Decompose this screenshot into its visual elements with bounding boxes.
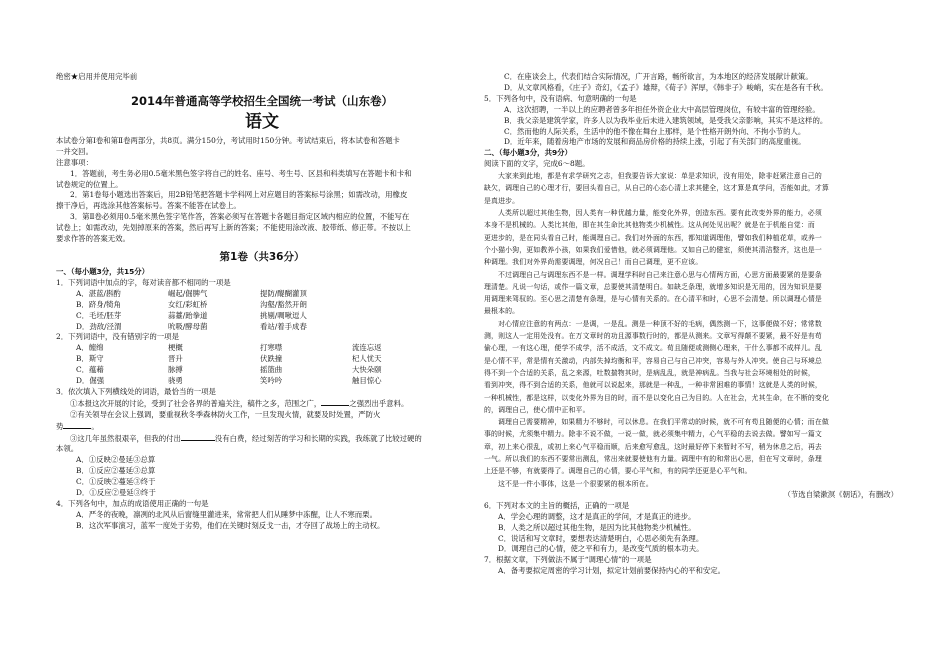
option-cell: 大快朵颐: [352, 365, 382, 375]
q3-option-a: A．①反映②曼延③总算: [76, 455, 156, 465]
notice-label: 注意事项：: [56, 157, 93, 167]
passage-line: 对心情应注意的有两点：一是调，一是乱。测是一种顶不好的毛病，偶然测一下，这事便做不好；常常数: [498, 319, 822, 328]
q4-option-a: A．严冬的夜晚，凛冽的北风从后窗缝里灌进来，常常把人们从睡梦中冻醒，让人不寒而栗。: [76, 509, 377, 519]
text: 没有白费，经过刻苦的学习和长期的实践，我练就了比较过硬的: [214, 433, 422, 443]
q6-option-d: D．调理自己的心情，使之平和有力，是改变气质的根本功夫。: [498, 544, 704, 554]
text: ①本报这次开展的讨论，受到了社会各界的普遍关注，稿件之多，范围之广，: [70, 398, 322, 408]
text: 。: [91, 421, 99, 431]
option-cell: D．倔强: [76, 376, 105, 386]
option-cell: 看站/着手成春: [260, 321, 307, 331]
option-cell: C．毛坯/胚芽: [76, 310, 122, 320]
q3-sentence-3b: 本领。: [56, 444, 79, 454]
q6-option-b: B．人类之所以超过其他生物，是因为比其他物类少机械性。: [498, 522, 696, 532]
text: 之强烈出乎意料。: [349, 398, 409, 408]
option-cell: 晋升: [168, 354, 183, 364]
option-cell: 崛起/倔脾气: [168, 288, 208, 298]
q2-option-c: [56, 365, 468, 376]
q3-stem: 3．依次填入下列横线处的词语，最恰当的一项是: [56, 386, 216, 396]
passage-line: 这不是一件小事体，这是一个很要紧的根本所在。: [498, 479, 653, 488]
reading-intro: 阅读下面的文字，完成6～8题。: [484, 159, 590, 169]
option-cell: 笑吟吟: [260, 376, 283, 386]
reading-passage: [484, 170, 898, 490]
q5-option-c: C．然而他的人际关系，生活中的他不像在舞台上那样，是个性格开朗外向、不拘小节的人。: [504, 126, 806, 136]
q3-option-b: B．①反应②蔓延③总算: [76, 466, 156, 476]
notice-line: 1．答题前，考生务必用0.5毫米黑色签字将自己的姓名、座号、考生号、区县和科类填写在答题卡和卡和: [70, 168, 412, 178]
answer-blank: [181, 433, 215, 441]
passage-line: 事的时候，尤须集中精力。除非不说不做，一说一做，就必须集中精力，心气平稳的去说去做。譬如写一篇文: [484, 430, 822, 439]
option-cell: 梗概: [168, 343, 183, 353]
text: 势: [56, 421, 64, 431]
option-cell: 伏跌撞: [260, 354, 283, 364]
q3-option-d: D．①反应②曼延③终于: [76, 488, 156, 498]
option-cell: 挑剔/啁啾逗人: [260, 310, 307, 320]
section-heading: 一、（每小题3分，共15分）: [56, 266, 150, 276]
passage-line: 理清楚。凡说一句话，或作一篇文章，总要使其清楚明白。如缺乏条理，就增多知识是无用的，因为知识是要: [484, 282, 822, 291]
exam-title: 2014年普通高等学校招生全国统一考试（山东卷）: [130, 93, 393, 108]
q1-option-d: [56, 322, 468, 333]
q5-option-d: D．近年来，随着房地产市场的发展和商品房价格的持续上涨，引起了有关部门的高度重视。: [504, 137, 806, 147]
option-cell: 沟壑/豁然开朗: [260, 299, 307, 309]
q3-sentence-3: [56, 433, 468, 445]
right-column: [484, 72, 898, 577]
text: ③这几年虽然很艰辛，但我的付出: [70, 433, 181, 443]
passage-line: 一种机械性，都是这样，以变化外界为目的时，而不是以变化自己为目的。人在社会，尤其生命，在不断的变化: [484, 393, 829, 402]
q1-option-c: [56, 311, 468, 322]
q4-option-c: C．在座谈会上，代表们结合实际情况，广开言路，畅所欲言，为本地区的经济发展献计献策。: [504, 72, 813, 81]
passage-line: 种调理。我们对外界尚需要调理，何况自己！而自己调理，更不应该。: [484, 258, 703, 267]
answer-blank: [321, 398, 349, 406]
option-cell: 提防/醍醐灌顶: [260, 288, 307, 298]
passage-line: 的，调理自己，使心情中正和平。: [484, 405, 590, 414]
q7-option-a: A．备考要拟定周密的学习计划，拟定计划前要保持内心的平和安定。: [498, 566, 726, 576]
notice-line: 试卷上；如需改动，先划掉原来的答案，然后再写上新的答案；不能使用涂改液、胶带纸、修正带。不按以上: [56, 223, 411, 233]
passage-line: 章，初上来心很乱，或初上来心气平稳而顺，后来愈写愈乱，这时最好停下来暂时不写，稍为休息之后，再去: [484, 442, 822, 451]
passage-line: 一气。所以我们的东西不要常出测乱，常出来就要使他有力量。调理中有的和常出心思，但在写文章时，条理: [484, 454, 822, 463]
answer-blank: [63, 421, 91, 429]
q6-option-c: C．说话和写文章时，要想表达清楚明白，心思必须先有条理。: [498, 533, 704, 543]
left-column: [56, 72, 468, 532]
passage-line: 偷心理，一有这心理，便学不成学，活不成活，文不成文。荀且随便或测侧心理来，干什么事都不成样儿。乱: [484, 344, 822, 353]
option-cell: 吮吸/酵母菌: [168, 321, 208, 331]
passage-line: 本身不是机械的。人类比其他，即在其生命比其他物类少机械性。这从何处见出呢？就是在于机能自觉：而: [484, 221, 815, 230]
q1-option-a: [56, 289, 468, 300]
q1-option-b: [56, 300, 468, 311]
option-cell: D．劲敌/泾渭: [76, 321, 122, 331]
option-cell: 流连忘返: [352, 343, 382, 353]
intro-line: 一并交回。: [56, 146, 93, 156]
option-cell: 触目惊心: [352, 376, 382, 386]
q2-stem: 2．下列词语中，没有错别字的一项是: [56, 332, 179, 342]
notice-line: 擦干净后，再选涂其他答案标号。答案不能答在试卷上。: [56, 201, 241, 211]
q4-option-b: B．这次军事演习，蓝军一度处于劣势，他们在关键时刻反戈一击，才夺回了战场上的主动权。: [76, 520, 385, 530]
intro-line: 本试卷分第Ⅰ卷和第Ⅱ卷两部分，共8页。满分150分，考试用时150分钟。考试结束后，将本试卷和答题卡: [56, 135, 400, 145]
option-cell: 女红/彩虹桥: [168, 299, 208, 309]
part1-heading: 第1卷（共36分）: [219, 250, 305, 263]
passage-line: 大家来到此地，都是有求学研究之志，但我要告诉大家说：单是求知识，没有用处，除非赶紧注意自己的: [498, 172, 822, 181]
notice-line: 试卷规定的位置上。: [56, 179, 123, 189]
passage-line: 人类所以超过其他生物，因人类有一种优越力量，能变化外界，创造东西。要有此改变外界的能力，必须: [498, 209, 822, 218]
option-cell: 骁勇: [168, 376, 183, 386]
q5-option-a: A．这次招聘，一半以上的应聘者曾多年担任外资企业大中高层管理岗位，有较丰富的管理经验。: [504, 104, 820, 114]
passage-line: 是心情不平，常是情有关激动，内部失掉均衡和平，容易自己与自己冲突，容易与外人冲突。使自己与环境总: [484, 356, 822, 365]
section-heading: 二、（每小题3分，共9分）: [484, 148, 572, 158]
passage-line: 不过调理自己与调理东西不是一样。调理学科时自己来注意心思与心情两方面，心思方面最要紧的是要条: [498, 270, 822, 279]
q3-sentence-2: ②有关领导在会议上强调，要重视秋冬季森林防火工作，一旦发现火情，就要及时处置，严防火: [70, 409, 381, 419]
passage-line: 看到冲突，得不到合适的关系，他就可以说起来，那就是一种乱，一种非常困难的事情！这就是人类的时候，: [484, 381, 822, 390]
passage-line: 最根本的。: [484, 307, 520, 316]
q5-option-b: B．我父亲是建筑学家，许多人以为我毕业后未进入建筑领域，是受我父亲影响，其实不是这样的。: [504, 115, 828, 125]
q3-option-c: C．①反映②蔓延③终于: [76, 477, 156, 487]
passage-line: 用调理来驾驭的。至心思之清楚有条理，是与心情有关系的。在心清平和时，心思不会清楚。所以调理心情是: [484, 295, 822, 304]
passage-line: 得不到一个合适的关系，乱之来源，吐数揣物其时，是病乱乱，就是神病乱。当我与社会环境相处的时候，: [484, 368, 815, 377]
passage-line: 缺欠，调理自己的心理才行，要回头看自己，从自己的心态心清上求其健全，这才算是真学问，否能如此，才算: [484, 184, 829, 193]
option-cell: 脉搏: [168, 365, 183, 375]
passage-source: （节选自梁漱溟《朝话》，有删改）: [783, 489, 898, 499]
passage-line: 测，则这人一定用处没有。在万文章时的功且源事数行时的，都是从测来。文章写得颠不要紧，最不好是有苟: [484, 332, 822, 341]
q3-sentence-2b: [56, 421, 468, 433]
q5-stem: 5．下列各句中，没有语病、句意明确的一句是: [484, 93, 637, 103]
q4-stem: 4．下列各句中，加点的成语使用正确的一句是: [56, 499, 209, 508]
q4-option-d: D．从文章风格看，《庄子》奇幻，《孟子》雄辩，《荀子》浑厚，《韩非子》峻峭，实在是各有千秋。: [504, 82, 828, 92]
q1-stem: 1．下列词语中加点的字，每对读音都不相同的一项是: [56, 277, 231, 287]
option-cell: 蒜薹/跆拳道: [168, 310, 208, 320]
passage-line: 更进步的，是在同头看自己时，能调理自己。我们对外面的东西，都知道调理他，譬如我们种植花草，或养一: [484, 233, 822, 242]
q2-option-b: [56, 354, 468, 365]
option-cell: 杞人忧天: [352, 354, 382, 364]
option-cell: B．斯守: [76, 354, 104, 364]
option-cell: C．蕴藉: [76, 365, 104, 375]
q6-option-a: A．学会心理的调整，这才是真正的学问，才是真正的进步。: [498, 511, 696, 521]
q6-stem: 6．下列对本文的主旨的概括，正确的一项是: [484, 500, 630, 510]
option-cell: 打寒噤: [260, 343, 283, 353]
q3-sentence-1: [56, 398, 468, 410]
passage-line: 是真进步。: [484, 196, 520, 205]
passage-line: 调理自己需要精神，如果精力不够时，可以休息。在我们平常动的时候，就不可有苟且随便的心情；而在做: [498, 418, 829, 427]
notice-line: 2．第1卷每小题选出答案后，用2B铅笔把答题卡学科网上对应题目的答案标号涂黑；如需改动，用橡皮: [70, 190, 408, 200]
passage-line: 个小猫小狗，更如教养小孩，如果我们爱惜他，就必须调理他。又如自己的健室，须使其清洁整齐，这也是一: [484, 245, 822, 254]
option-cell: 摇篮曲: [260, 365, 283, 375]
q2-option-a: [56, 343, 468, 354]
secret-mark: 绝密★启用并使用完毕前: [56, 72, 138, 81]
option-cell: A．缠绵: [76, 343, 104, 353]
passage-line: 上还是不够，有就要得了。调理自己的心情，要心平气和，有的同学还更是心平气和。: [484, 467, 752, 476]
option-cell: B．跻身/犄角: [76, 299, 121, 309]
notice-line: 3．第Ⅱ卷必须用0.5毫米黑色签字笔作答，答案必须写在答题卡各题目指定区域内相应的位置，不能写在: [70, 212, 410, 222]
subject-title: 语文: [245, 111, 279, 132]
option-cell: A．湛蓝/斟酌: [76, 288, 121, 298]
q7-stem: 7．根据文章，下列做法不属于“调理心情”的一项是: [484, 555, 652, 565]
q2-option-d: [56, 376, 468, 387]
notice-line: 要求作答的答案无效。: [56, 234, 130, 244]
